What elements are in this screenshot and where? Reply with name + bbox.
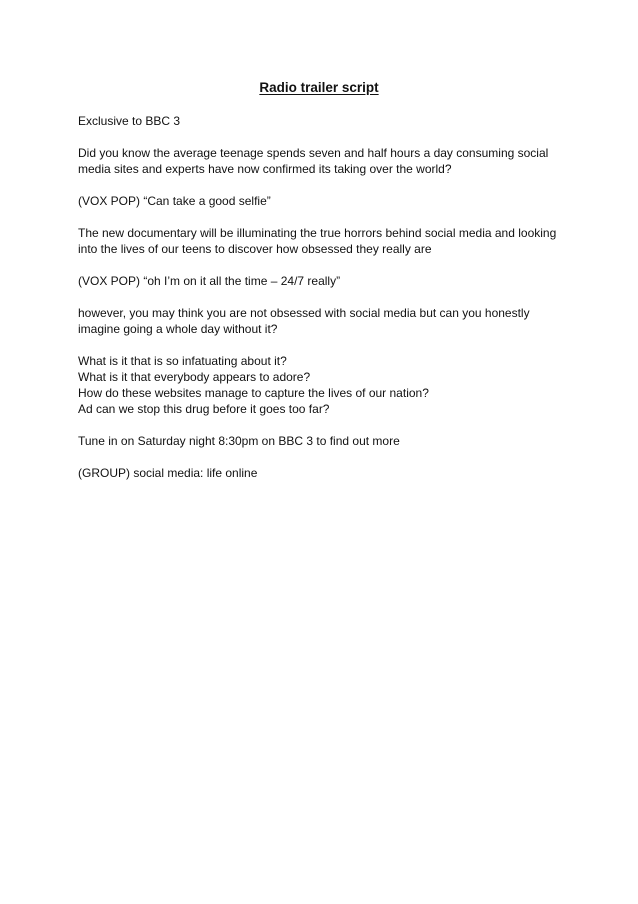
document-body	[78, 113, 578, 497]
paragraph-group	[78, 465, 578, 481]
paragraph-intro-question	[78, 145, 578, 177]
text-line: into the lives of our teens to discover how obsessed they really are	[78, 242, 432, 256]
paragraph-tune-in	[78, 433, 578, 449]
paragraph-however	[78, 305, 578, 337]
text-line: What is it that is so infatuating about it?	[78, 354, 287, 368]
text-line: The new documentary will be illuminating the true horrors behind social media and looking	[78, 226, 557, 240]
paragraph-vox-pop-2	[78, 273, 578, 289]
paragraph-exclusive	[78, 113, 578, 129]
text-line: Tune in on Saturday night 8:30pm on BBC 3 to find out more	[78, 434, 400, 448]
paragraph-questions	[78, 353, 578, 417]
document-title: Radio trailer script	[259, 80, 379, 95]
text-line: (GROUP) social media: life online	[78, 466, 258, 480]
text-line: What is it that everybody appears to adore?	[78, 370, 311, 384]
text-line: Ad can we stop this drug before it goes too far?	[78, 402, 330, 416]
text-line: imagine going a whole day without it?	[78, 322, 278, 336]
paragraph-documentary	[78, 225, 578, 257]
text-line: Did you know the average teenage spends seven and half hours a day consuming social	[78, 146, 549, 160]
text-line: (VOX POP) “Can take a good selfie”	[78, 194, 271, 208]
text-line: however, you may think you are not obsessed with social media but can you honestly	[78, 306, 530, 320]
text-line: Exclusive to BBC 3	[78, 114, 181, 128]
text-line: How do these websites manage to capture the lives of our nation?	[78, 386, 429, 400]
text-line: (VOX POP) “oh I’m on it all the time – 24/7 really”	[78, 274, 341, 288]
text-line: media sites and experts have now confirmed its taking over the world?	[78, 162, 452, 176]
paragraph-vox-pop-1	[78, 193, 578, 209]
